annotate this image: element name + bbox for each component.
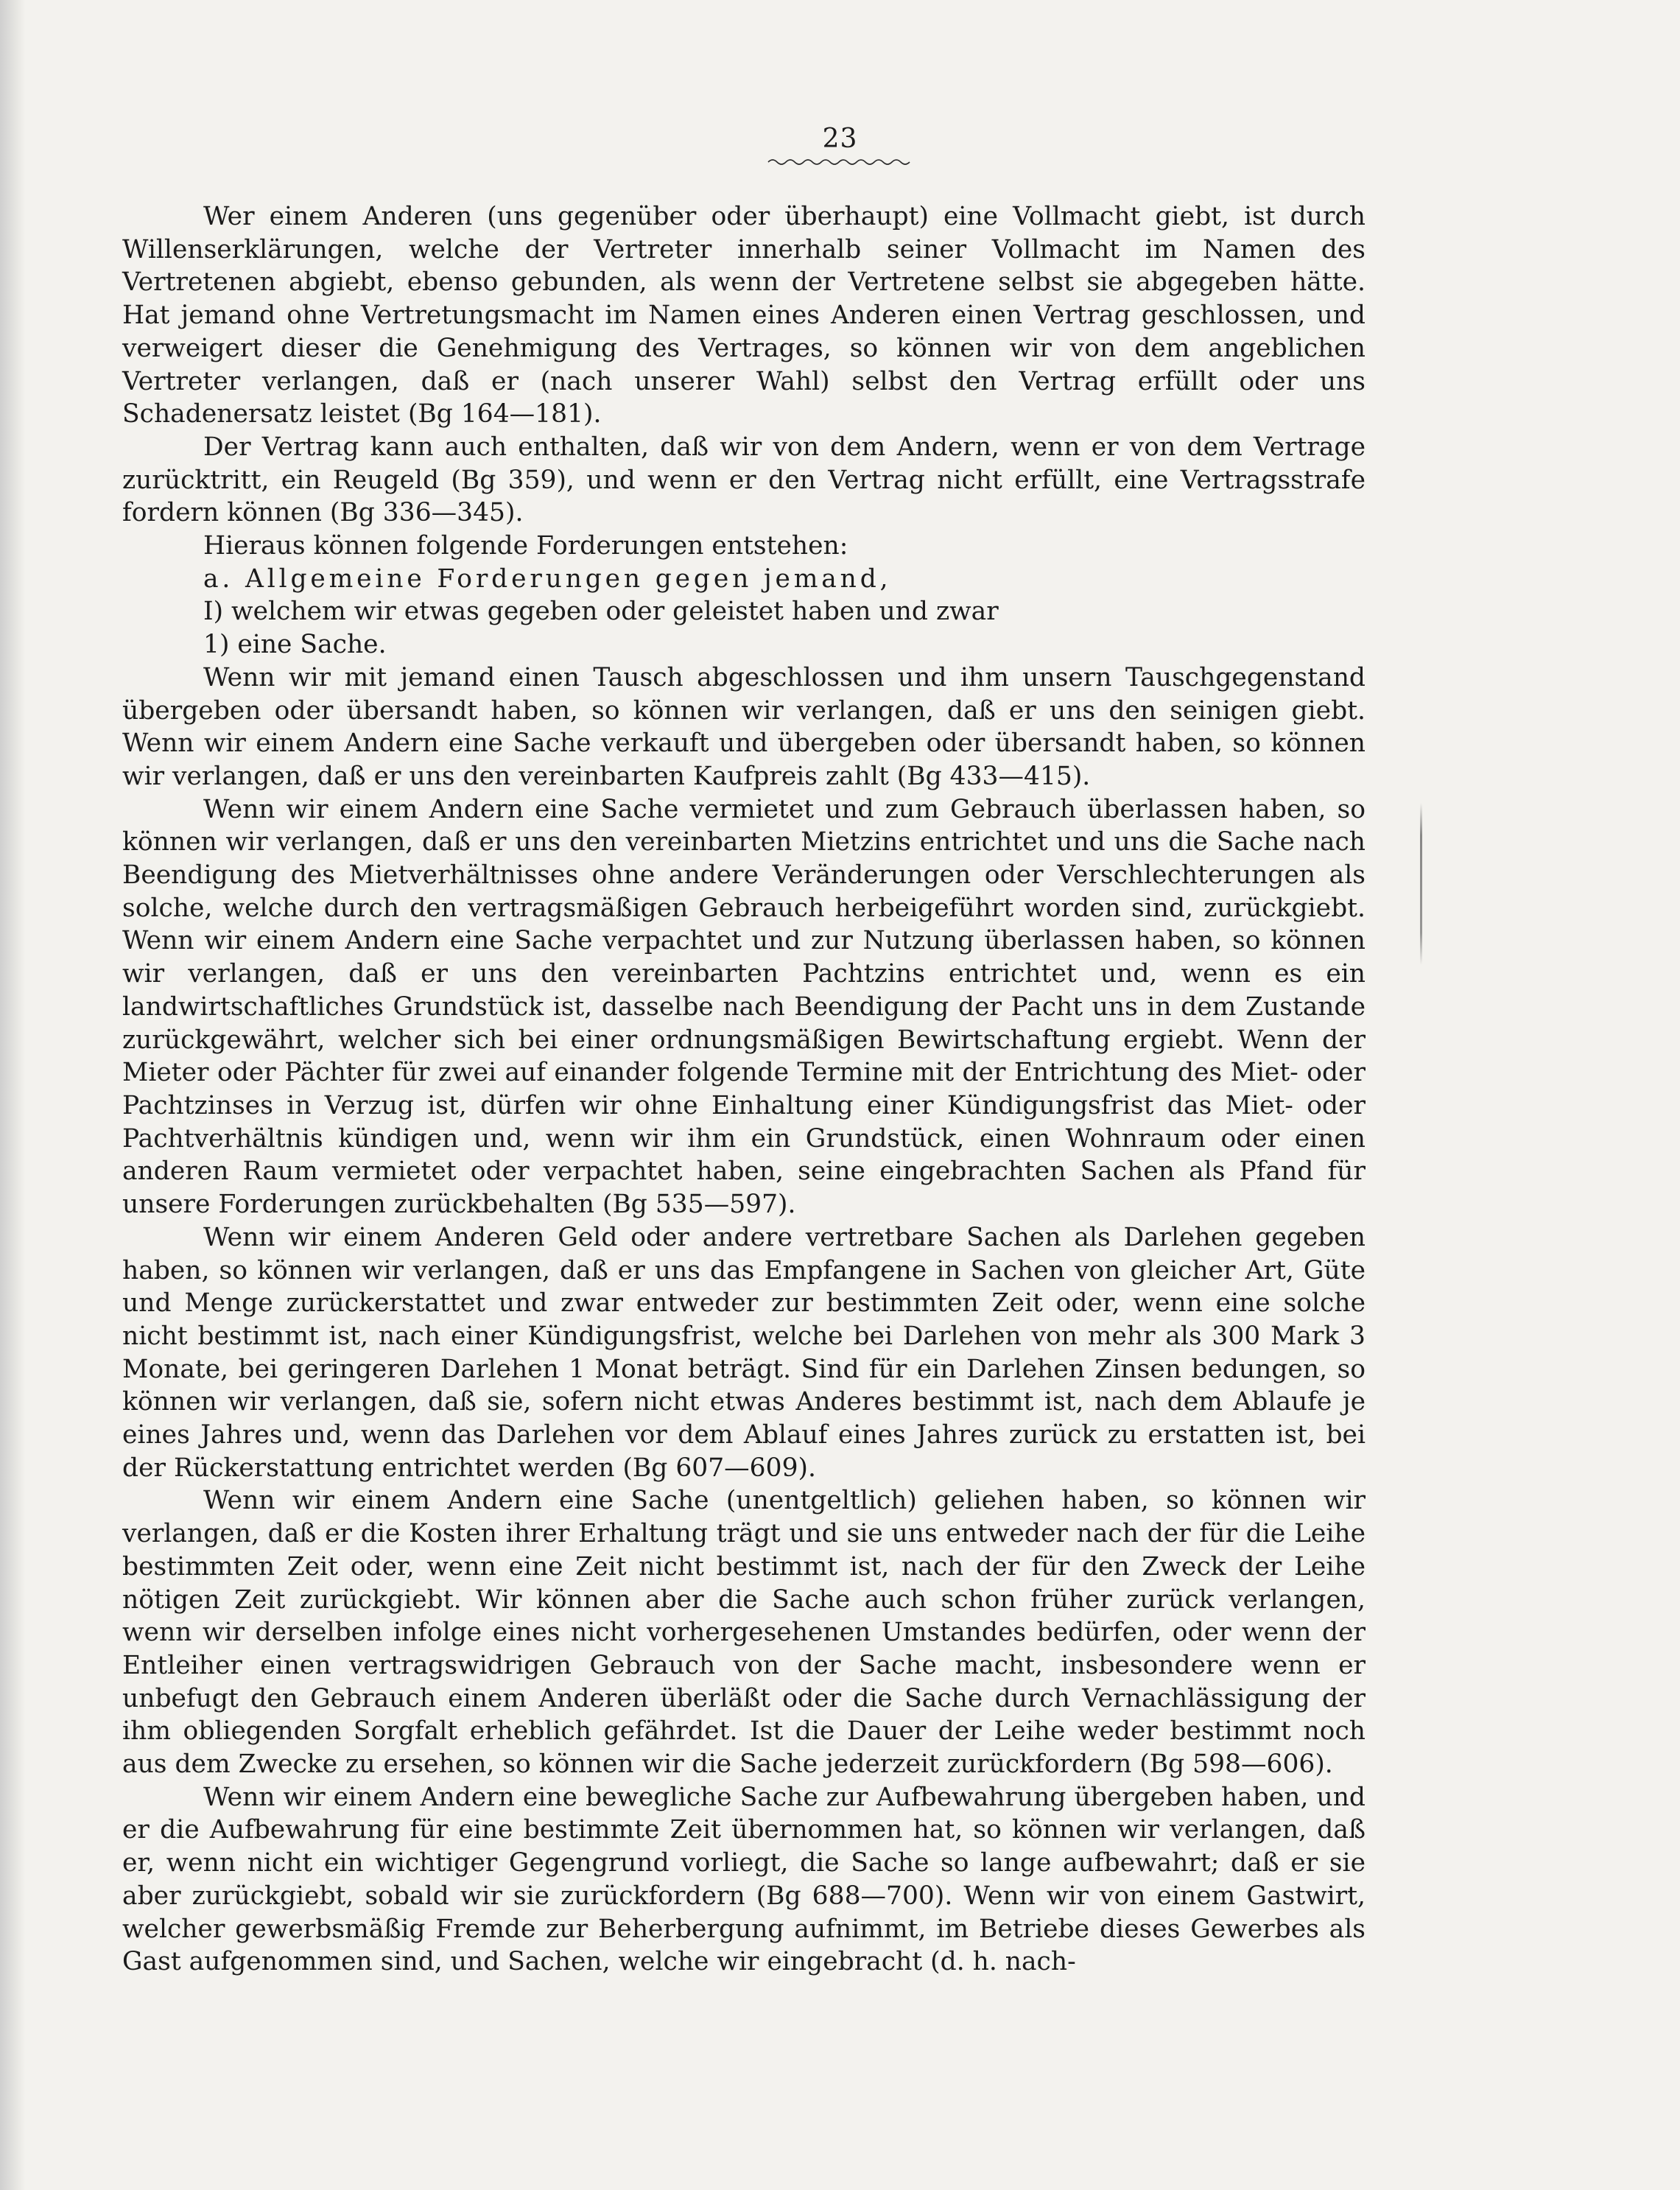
- subheading-I: I) welchem wir etwas gegeben oder geleistet haben und zwar: [203, 597, 999, 627]
- decorative-wavy-rule: [767, 157, 914, 167]
- paragraph-vertrag-reugeld: Der Vertrag kann auch enthalten, daß wir von dem Andern, wenn er von dem Vertrage zurücktritt, ein Reugeld (Bg 359), und wenn er den Vertrag nicht erfüllt, eine Vertragsstrafe fordern können (Bg 336—345).: [122, 432, 1366, 528]
- paragraph-tausch-kauf: Wenn wir mit jemand einen Tausch abgeschlossen und ihm unsern Tauschgegenstand übergeben oder übersandt haben, so können wir verlangen, daß er uns den seinigen giebt. Wenn wir einem Andern eine Sache verkauft und übergeben oder übersandt haben, so können wir verlangen, daß er uns den vereinbarten Kaufpreis zahlt (Bg 433—415).: [122, 662, 1366, 791]
- paragraph-miete-pacht: Wenn wir einem Andern eine Sache vermietet und zum Gebrauch überlassen haben, so können wir verlangen, daß er uns den vereinbarten Mietzins entrichtet und uns die Sache nach Beendigung des Mietverhältnisses ohne andere Veränderungen oder Verschlechterungen als solche, welche durch den vertragsmäßigen Gebrauch herbeigeführt worden sind, zurückgiebt. Wenn wir einem Andern eine Sache verpachtet und zur Nutzung überlassen haben, so können wir verlangen, daß er uns den vereinbarten Pachtzins entrichtet und, wenn es ein landwirtschaftliches Grundstück ist, dasselbe nach Beendigung der Pacht uns in dem Zustande zurückgewährt, welcher sich bei einer ordnungsmäßigen Bewirtschaftung ergiebt. Wenn der Mieter oder Pächter für zwei auf einander folgende Termine mit der Entrichtung des Miet- oder Pachtzinses in Verzug ist, dürfen wir ohne Einhaltung einer Kündigungsfrist das Miet- oder Pachtverhältnis kündigen und, wenn wir ihm ein Grundstück, einen Wohnraum oder einen anderen Raum vermietet oder verpachtet haben, seine eingebrachten Sachen als Pfand für unsere Forderungen zurückbehalten (Bg 535—597).: [122, 794, 1366, 1220]
- paragraph-leihe: Wenn wir einem Andern eine Sache (unentgeltlich) geliehen haben, so können wir verlangen, daß er die Kosten ihrer Erhaltung trägt und sie uns entweder nach der für die Leihe bestimmten Zeit oder, wenn eine Zeit nicht bestimmt ist, nach der für den Zweck der Leihe nötigen Zeit zurückgiebt. Wir können aber die Sache auch schon früher zurück verlangen, wenn wir derselben infolge eines nicht vorhergesehenen Umstandes bedürfen, oder wenn der Entleiher einen vertragswidrigen Gebrauch von der Sache macht, insbesondere wenn er unbefugt den Gebrauch einem Anderen überläßt oder die Sache durch Vernachlässigung der ihm obliegenden Sorgfalt erheblich gefährdet. Ist die Dauer der Leihe weder bestimmt noch aus dem Zwecke zu ersehen, so können wir die Sache jederzeit zurückfordern (Bg 598—606).: [122, 1486, 1366, 1780]
- subheading-1-sache: 1) eine Sache.: [203, 630, 387, 660]
- margin-pencil-mark: [1420, 803, 1422, 965]
- body-text: [122, 200, 1366, 1979]
- page-header: [0, 124, 1680, 167]
- paragraph-vollmacht: Wer einem Anderen (uns gegenüber oder überhaupt) eine Vollmacht giebt, ist durch Willenserklärungen, welche der Vertreter innerhalb seiner Vollmacht im Namen des Vertretenen abgiebt, ebenso gebunden, als wenn der Vertretene selbst sie abgegeben hätte. Hat jemand ohne Vertretungsmacht im Namen eines Anderen einen Vertrag geschlossen, und verweigert dieser die Genehmigung des Vertrages, so können wir von dem angeblichen Vertreter verlangen, daß er (nach unserer Wahl) selbst den Vertrag erfüllt oder uns Schadenersatz leistet (Bg 164—181).: [122, 202, 1366, 429]
- section-heading-a: a. Allgemeine Forderungen gegen jemand,: [203, 564, 892, 594]
- paragraph-darlehen: Wenn wir einem Anderen Geld oder andere vertretbare Sachen als Darlehen gegeben haben, so können wir verlangen, daß er uns das Empfangene in Sachen von gleicher Art, Güte und Menge zurückerstattet und zwar entweder zur bestimmten Zeit oder, wenn eine solche nicht bestimmt ist, nach einer Kündigungsfrist, welche bei Darlehen von mehr als 300 Mark 3 Monate, bei geringeren Darlehen 1 Monat beträgt. Sind für ein Darlehen Zinsen bedungen, so können wir verlangen, daß sie, sofern nicht etwas Anderes bestimmt ist, nach dem Ablaufe je eines Jahres und, wenn das Darlehen vor dem Ablauf eines Jahres zurück zu erstatten ist, bei der Rückerstattung entrichtet werden (Bg 607—609).: [122, 1222, 1366, 1483]
- page-number: 23: [822, 124, 858, 154]
- page-edge-shadow: [0, 0, 25, 2190]
- paragraph-forderungen-intro: Hieraus können folgende Forderungen entstehen:: [203, 531, 848, 561]
- paragraph-aufbewahrung: Wenn wir einem Andern eine bewegliche Sache zur Aufbewahrung übergeben haben, und er die Aufbewahrung für eine bestimmte Zeit übernommen hat, so können wir verlangen, daß er, wenn nicht ein wichtiger Gegengrund vorliegt, die Sache so lange aufbewahrt; daß er sie aber zurückgiebt, sobald wir sie zurückfordern (Bg 688—700). Wenn wir von einem Gastwirt, welcher gewerbsmäßig Fremde zur Beherbergung aufnimmt, im Betriebe dieses Gewerbes als Gast aufgenommen sind, und Sachen, welche wir eingebracht (d. h. nach-: [122, 1782, 1366, 1977]
